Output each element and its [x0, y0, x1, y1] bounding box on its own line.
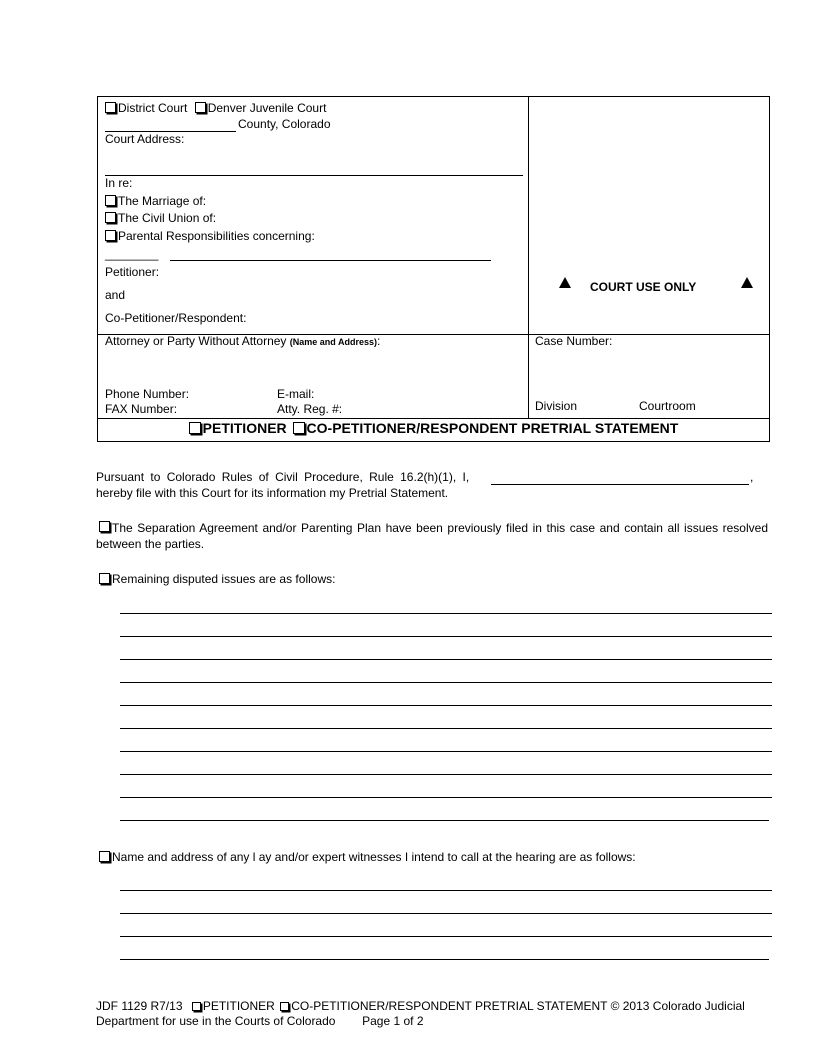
disputed-line[interactable] — [120, 705, 772, 706]
caption-box — [97, 96, 770, 442]
disputed-checkbox[interactable] — [99, 573, 110, 584]
civil-union-label: The Civil Union of: — [118, 211, 217, 225]
court-use-only-label: COURT USE ONLY — [590, 280, 697, 294]
case-type-marriage — [105, 194, 206, 208]
attorney-label: Attorney or Party Without Attorney — [105, 334, 287, 348]
disputed-line[interactable] — [120, 820, 769, 821]
filer-name-blank[interactable] — [491, 484, 749, 485]
petitioner-label: Petitioner: — [105, 265, 160, 279]
disputed-label: Remaining disputed issues are as follows: — [112, 572, 336, 586]
in-re-label: In re: — [105, 176, 133, 190]
disputed-row — [99, 572, 335, 586]
court-options — [105, 101, 326, 115]
atty-reg-label: Atty. Reg. #: — [277, 402, 343, 416]
intro-line1-left: Pursuant to Colorado Rules of Civil Procedure, Rule 16.2(h)(1), I, — [96, 470, 470, 484]
disputed-line[interactable] — [120, 682, 772, 683]
district-court-label: District Court — [118, 101, 188, 115]
footer-copetitioner-checkbox — [280, 1002, 289, 1011]
denver-juvenile-court-checkbox[interactable] — [195, 102, 206, 113]
footer-form-id: JDF 1129 R7/13 — [96, 999, 183, 1013]
fax-label: FAX Number: — [105, 402, 178, 416]
disputed-line[interactable] — [120, 613, 772, 614]
civil-union-checkbox[interactable] — [105, 212, 116, 223]
witness-line[interactable] — [120, 959, 769, 960]
phone-label: Phone Number: — [105, 387, 190, 401]
court-address-label: Court Address: — [105, 132, 185, 146]
footer-line2: Department for use in the Courts of Colorado Page 1 of 2 — [96, 1014, 424, 1028]
disputed-line[interactable] — [120, 751, 772, 752]
witness-row — [99, 850, 636, 864]
up-arrow-left-icon — [559, 277, 571, 288]
court-address-blank[interactable] — [105, 175, 523, 176]
email-label: E-mail: — [277, 387, 315, 401]
marriage-label: The Marriage of: — [118, 194, 207, 208]
parental-label: Parental Responsibilities concerning: — [118, 229, 315, 243]
disputed-line[interactable] — [120, 774, 772, 775]
division-label: Division — [535, 399, 578, 413]
parties-blank[interactable] — [170, 260, 491, 261]
denver-juvenile-court-label: Denver Juvenile Court — [207, 101, 327, 115]
witness-line[interactable] — [120, 936, 772, 937]
separation-text: The Separation Agreement and/or Parenting Plan have been previously filed in this case and contain all issues resolved between the parties. — [96, 521, 768, 551]
title-petitioner-label: PETITIONER — [202, 420, 287, 436]
footer-petitioner-checkbox — [192, 1002, 201, 1011]
title-copetitioner-checkbox[interactable] — [293, 422, 305, 434]
attorney-colon: : — [376, 334, 381, 348]
case-number-label: Case Number: — [535, 334, 613, 348]
and-label: and — [105, 288, 126, 302]
footer-copetitioner-label: CO-PETITIONER/RESPONDENT PRETRIAL STATEMENT © 2013 Colorado Judicial — [291, 999, 745, 1013]
district-court-checkbox[interactable] — [105, 102, 116, 113]
witness-line[interactable] — [120, 913, 772, 914]
footer-petitioner-label: PETITIONER — [202, 999, 275, 1013]
disputed-line[interactable] — [120, 728, 772, 729]
intro-line2: hereby file with this Court for its information my Pretrial Statement. — [96, 486, 449, 500]
co-petitioner-label: Co-Petitioner/Respondent: — [105, 311, 247, 325]
disputed-line[interactable] — [120, 659, 772, 660]
case-type-parental — [105, 229, 315, 243]
up-arrow-right-icon — [741, 277, 753, 288]
parties-blank-prefix: ________ — [105, 247, 159, 261]
title-petitioner-checkbox[interactable] — [189, 422, 201, 434]
parental-checkbox[interactable] — [105, 230, 116, 241]
county-label: County, Colorado — [238, 117, 331, 131]
witness-checkbox[interactable] — [99, 851, 110, 862]
case-type-civil-union — [105, 211, 216, 225]
witness-label: Name and address of any l ay and/or expert witnesses I intend to call at the hearing are as follows: — [112, 850, 636, 864]
marriage-checkbox[interactable] — [105, 195, 116, 206]
attorney-sublabel: (Name and Address) — [289, 337, 377, 347]
attorney-label-row — [105, 334, 380, 348]
title-copetitioner-label: CO-PETITIONER/RESPONDENT PRETRIAL STATEMENT — [306, 420, 679, 436]
witness-line[interactable] — [120, 890, 772, 891]
title-row-divider — [97, 418, 769, 419]
disputed-line[interactable] — [120, 797, 772, 798]
form-title — [97, 420, 770, 436]
intro-line1-right: , — [750, 470, 754, 484]
footer-line1 — [96, 999, 745, 1013]
disputed-line[interactable] — [120, 636, 772, 637]
courtroom-label: Courtroom — [639, 399, 696, 413]
caption-divider — [528, 96, 529, 418]
